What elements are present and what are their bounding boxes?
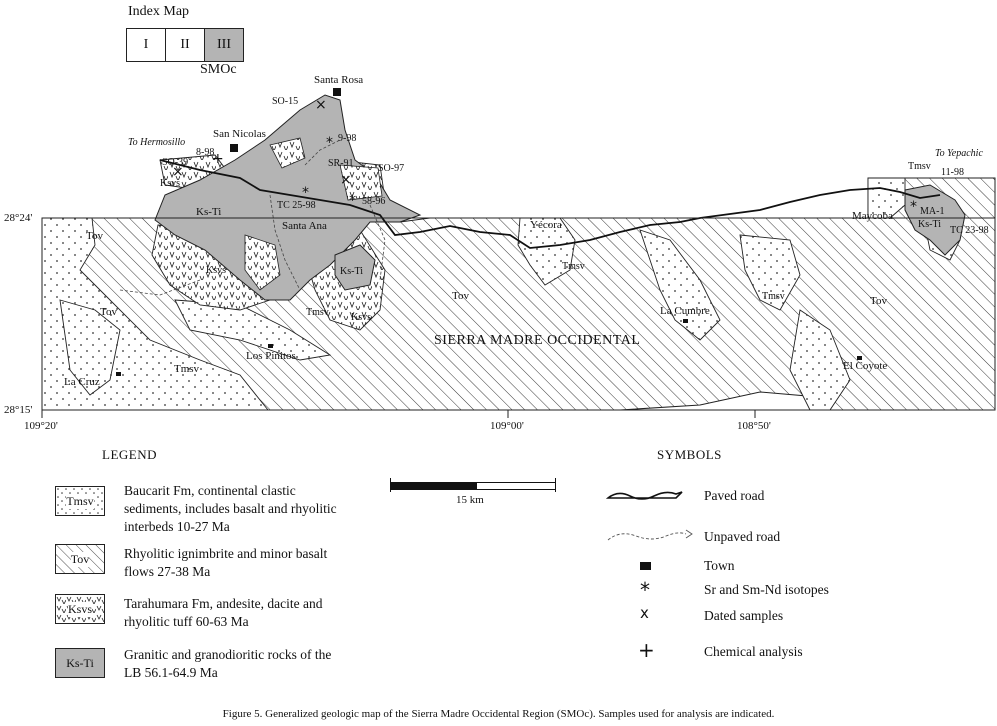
coord-lat-bottom: 28°15' [4, 404, 33, 416]
sample-so-97: SO-97 [378, 163, 405, 174]
scale-bar-black [390, 482, 478, 490]
sample-ma-1: MA-1 [920, 206, 945, 217]
plus-icon: + [638, 638, 655, 662]
legend-text-tov: Rhyolitic ignimbrite and minor basalt flows 27-38 Ma [124, 546, 328, 579]
town-el-coyote: El Coyote [843, 360, 888, 372]
sample-tc-23-98: TC 23-98 [950, 225, 989, 236]
unit-label-ksvs-3: Ksvs [206, 265, 227, 276]
unpaved-road-icon [606, 526, 696, 546]
index-box-2: II [165, 28, 205, 62]
unit-label-tmsv-3: Tmsv [562, 261, 585, 272]
coord-lon-mid: 109°00' [490, 420, 524, 432]
sample-sr-91: SR-91 [328, 158, 354, 169]
unit-label-ks-ti-3: Ks-Ti [918, 219, 941, 230]
figure-caption: Figure 5. Generalized geologic map of the Sierra Madre Occidental Region (SMOc). Samples used for analysis are indicated. [222, 708, 775, 720]
town-la-cumbre: La Cumbre [660, 305, 710, 317]
symbol-label-unpaved-road: Unpaved road [704, 529, 781, 544]
legend-text-ks-ti: Granitic and granodioritic rocks of the LB 56.1-64.9 Ma [124, 647, 332, 680]
town-yecora: Yécora [530, 219, 562, 231]
town-santa-ana: Santa Ana [282, 220, 327, 232]
unit-label-tmsv-2: Tmsv [306, 307, 329, 318]
unit-label-tmsv-4: Tmsv [762, 291, 785, 302]
sample-9-98: 9-98 [338, 133, 357, 144]
coord-lon-left: 109°20' [24, 420, 58, 432]
symbol-label-town: Town [704, 558, 735, 573]
asterisk-icon: * [349, 193, 356, 209]
town-santa-rosa: Santa Rosa [314, 74, 364, 86]
index-box-3-highlighted: III [204, 28, 244, 62]
asterisk-icon: * [640, 578, 650, 602]
sample-8-98: 8-98 [196, 147, 215, 158]
direction-to-yepachic: To Yepachic [935, 148, 983, 159]
legend-code-tmsv: Tmsv [66, 493, 94, 508]
unit-label-tov-2: Tov [100, 306, 117, 318]
x-icon: x [640, 604, 649, 622]
unit-label-ks-ti-1: Ks-Ti [196, 206, 222, 218]
direction-to-hermosillo: To Hermosillo [128, 137, 186, 148]
symbols-title: SYMBOLS [657, 447, 722, 462]
town-san-nicolas: San Nicolas [213, 128, 266, 140]
coord-lon-right: 108°50' [737, 420, 771, 432]
town-la-cruz: La Cruz [64, 376, 100, 388]
region-label: SIERRA MADRE OCCIDENTAL [434, 333, 641, 348]
unit-label-tov-4: Tov [870, 295, 887, 307]
sample-so-15: SO-15 [272, 96, 299, 107]
unit-label-tov-3: Tov [452, 290, 469, 302]
legend-text-tmsv: Baucarit Fm, continental clastic sediments, includes basalt and rhyolitic interbeds 10-27 Ma [124, 483, 337, 534]
scale-bar [390, 478, 556, 508]
unit-label-ksvs-1: Ksvs [160, 178, 181, 189]
legend-text-ksvs: Tarahumara Fm, andesite, dacite and rhyolitic tuff 60-63 Ma [124, 596, 323, 629]
symbol-label-isotopes: Sr and Sm-Nd isotopes [704, 582, 829, 597]
unit-label-tmsv-1: Tmsv [174, 363, 200, 375]
town-los-pinitos: Los Pinitos [246, 350, 296, 362]
sample-11-98: 11-98 [941, 167, 964, 178]
town-maycoba: Maycoba [852, 210, 893, 222]
paved-road-icon [606, 486, 686, 506]
index-map-label: SMOc [200, 62, 237, 77]
index-map-title: Index Map [128, 4, 190, 19]
legend-swatch-tmsv [55, 486, 105, 516]
symbol-label-chemical-analysis: Chemical analysis [704, 644, 803, 659]
asterisk-icon: * [910, 199, 917, 215]
unit-label-ksvs-2: Ksvs [351, 312, 372, 323]
scale-label: 15 km [456, 494, 484, 506]
unit-label-tmsv-5: Tmsv [908, 161, 931, 172]
asterisk-icon: * [326, 135, 333, 151]
symbol-label-paved-road: Paved road [704, 488, 765, 503]
scale-bar-white [476, 482, 556, 490]
legend-swatch-tov [55, 544, 105, 574]
legend-title: LEGEND [102, 447, 157, 462]
asterisk-icon: * [302, 185, 309, 201]
legend-swatch-ksvs [55, 594, 105, 624]
legend-swatch-ks-ti [55, 648, 105, 678]
x-icon: × [172, 164, 184, 180]
symbol-label-dated-samples: Dated samples [704, 608, 784, 623]
unit-label-tov-1: Tov [86, 230, 103, 242]
legend-code-ks-ti: Ks-Ti [66, 655, 94, 670]
legend-code-ksvs: Ksvs [67, 601, 92, 616]
legend-code-tov: Tov [70, 551, 90, 566]
x-icon: × [315, 97, 327, 113]
sample-so-39: SO-39 [162, 157, 189, 168]
sample-58-96: 58-96 [362, 196, 386, 207]
unit-label-ks-ti-2: Ks-Ti [340, 266, 363, 277]
plus-icon: + [212, 151, 224, 167]
coord-lat-top: 28°24' [4, 212, 33, 224]
index-box-1: I [126, 28, 166, 62]
x-icon: × [340, 172, 352, 188]
town-icon [640, 562, 651, 570]
sample-tc-25-98: TC 25-98 [277, 200, 316, 211]
